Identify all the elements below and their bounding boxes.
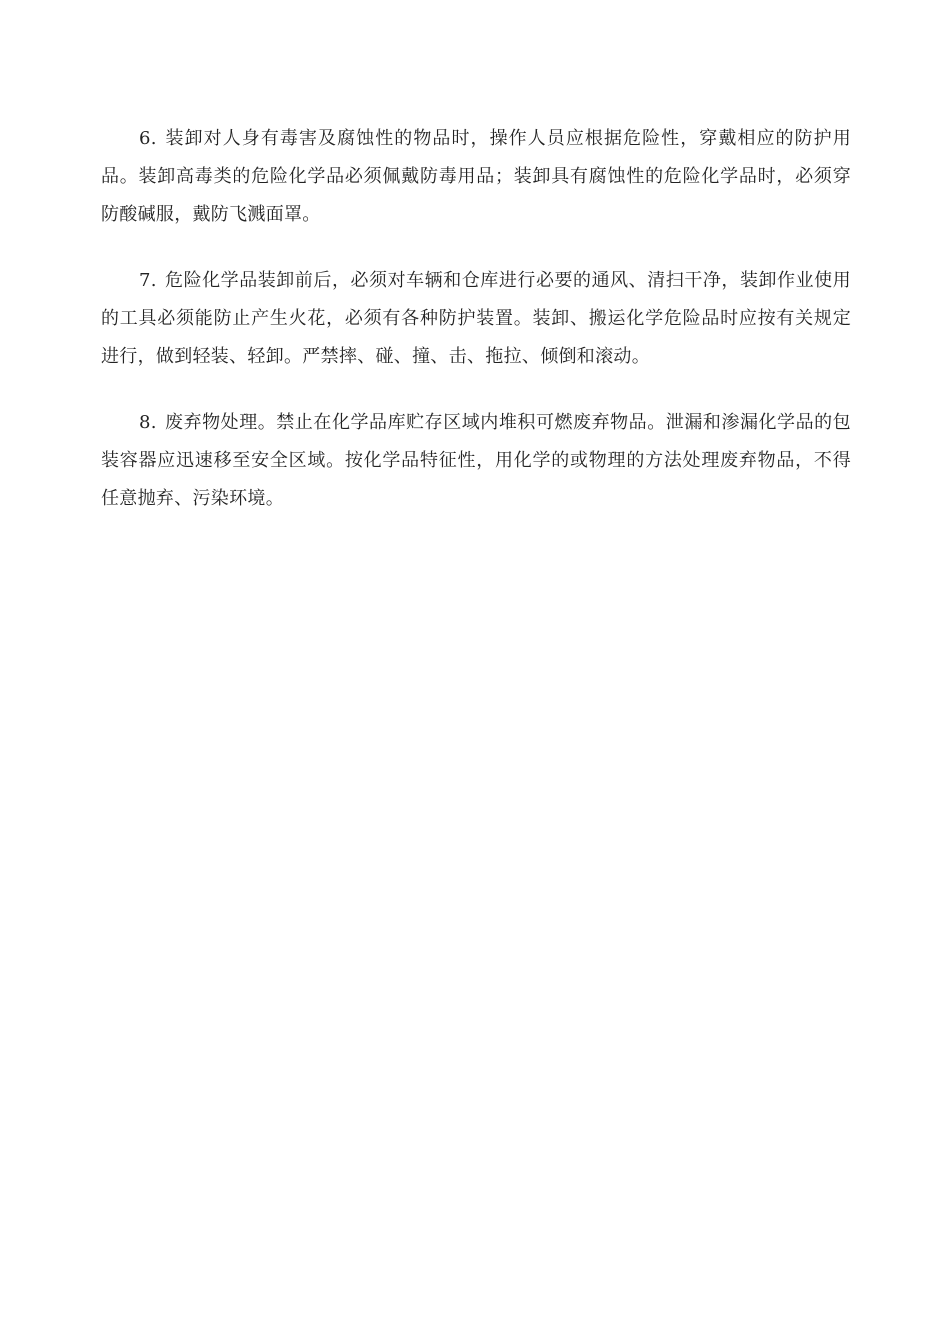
paragraph-6 <box>101 120 851 234</box>
paragraph-8 <box>101 404 851 518</box>
paragraph-7 <box>101 262 851 376</box>
paragraph-number: 6. <box>139 128 157 149</box>
paragraph-text: 装卸对人身有毒害及腐蚀性的物品时，操作人员应根据危险性，穿戴相应的防护用品。装卸高毒类的危险化学品必须佩戴防毒用品；装卸具有腐蚀性的危险化学品时，必须穿防酸碱服，戴防飞溅面罩。 <box>101 128 851 225</box>
paragraph-text: 危险化学品装卸前后，必须对车辆和仓库进行必要的通风、清扫干净，装卸作业使用的工具必须能防止产生火花，必须有各种防护装置。装卸、搬运化学危险品时应按有关规定进行，做到轻装、轻卸。严禁摔、碰、撞、击、拖拉、倾倒和滚动。 <box>101 270 851 367</box>
paragraph-text: 废弃物处理。禁止在化学品库贮存区域内堆积可燃废弃物品。泄漏和渗漏化学品的包装容器应迅速移至安全区域。按化学品特征性，用化学的或物理的方法处理废弃物品，不得任意抛弃、污染环境。 <box>101 412 851 509</box>
paragraph-number: 8. <box>139 412 157 433</box>
document-body <box>101 120 851 546</box>
paragraph-number: 7. <box>139 270 157 291</box>
